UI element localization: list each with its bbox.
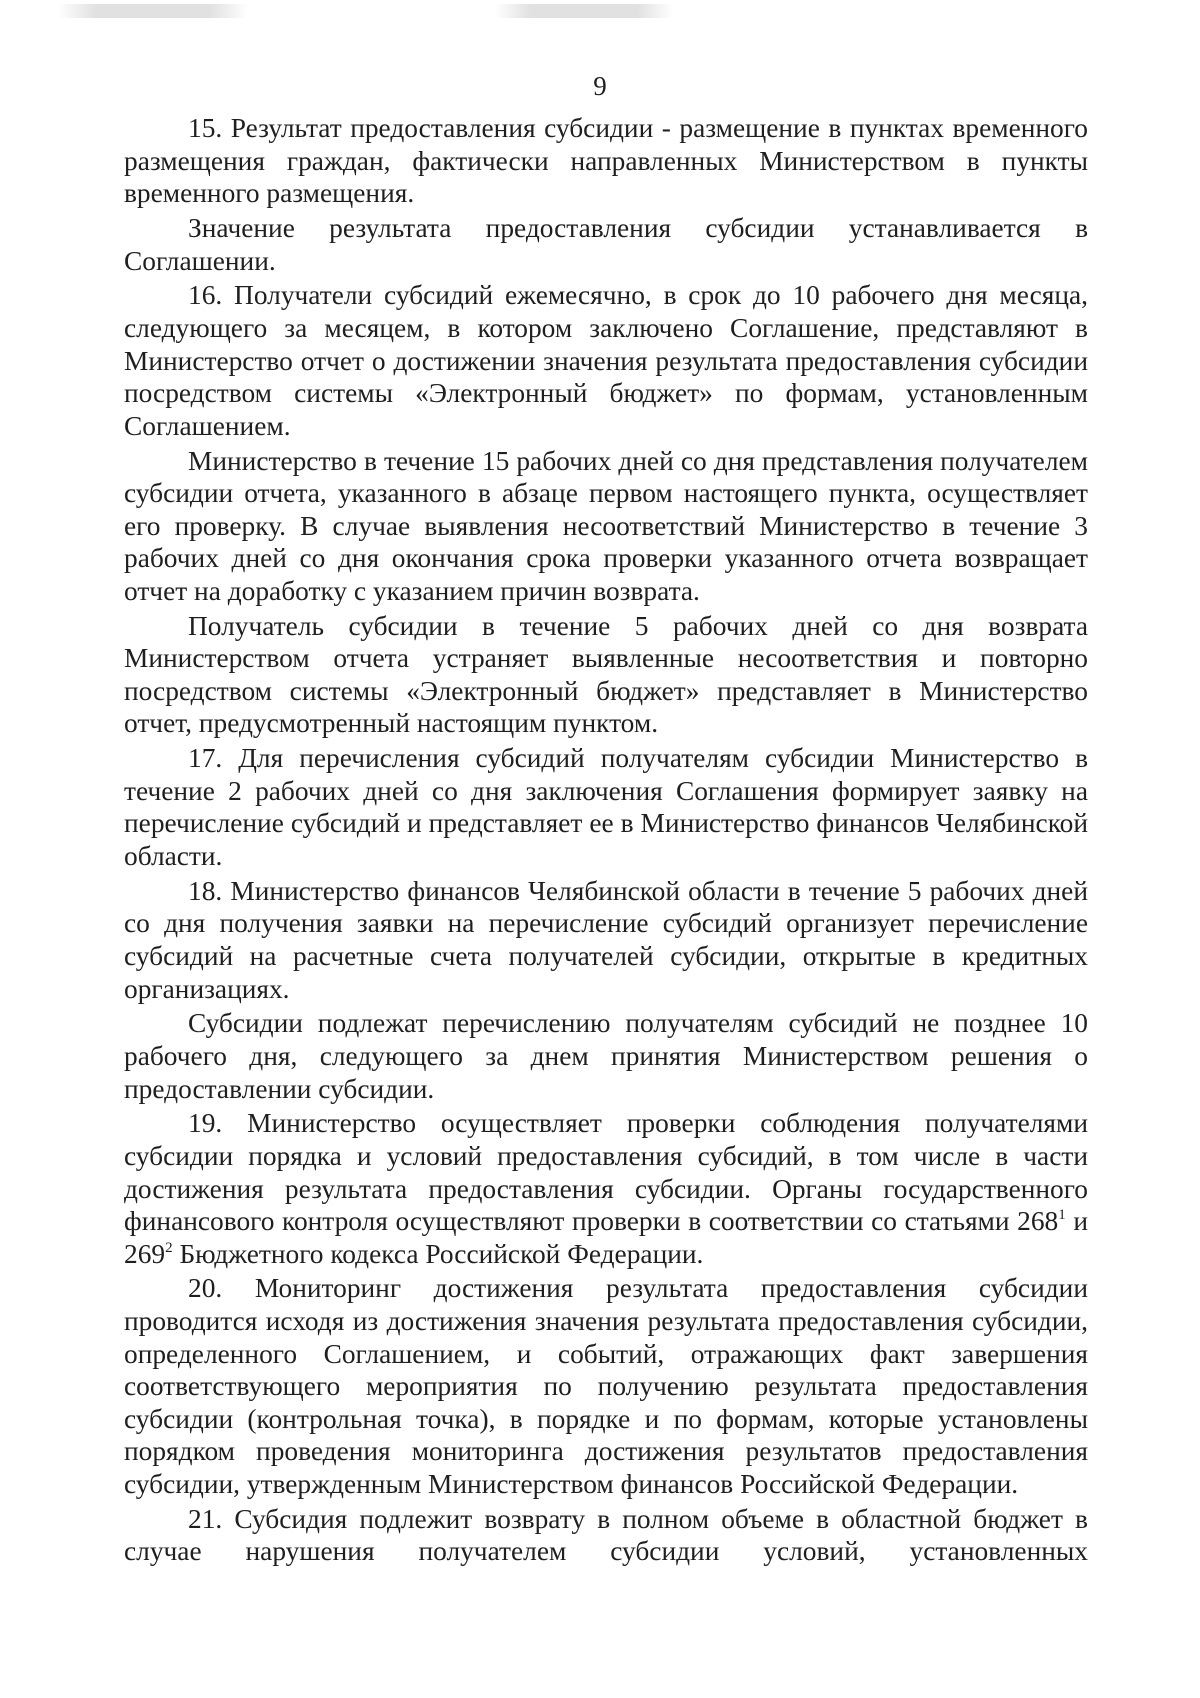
scan-artifact — [58, 4, 248, 18]
paragraph-18-deadline: Субсидии подлежат перечислению получателям субсидий не позднее 10 рабочего дня, следующего за днем принятия Министерством решения о предоставлении субсидии. — [124, 1008, 1088, 1104]
superscript-2: 2 — [165, 1239, 173, 1256]
superscript-1: 1 — [1058, 1207, 1066, 1224]
paragraph-19-text-middle: и 269 — [124, 1206, 1088, 1269]
document-body — [124, 112, 1088, 1570]
paragraph-18-transfer: 18. Министерство финансов Челябинской области в течение 5 рабочих дней со дня получения заявки на перечисление субсидий организует перечисление субсидий на расчетные счета получателей субсидии, открытые в кредитных организациях. — [124, 875, 1088, 1004]
scan-artifact — [495, 4, 673, 18]
paragraph-16-reports: 16. Получатели субсидий ежемесячно, в срок до 10 рабочего дня месяца, следующего за месяцем, в котором заключено Соглашение, представляют в Министерство отчет о достижении значения результата предоставления субсидии посредством системы «Электронный бюджет» по формам, установленным Соглашением. — [124, 280, 1088, 441]
paragraph-20-monitoring: 20. Мониторинг достижения результата предоставления субсидии проводится исходя из достижения значения результата предоставления субсидии, определенного Соглашением, и событий, отражающих факт завершения соответствующего мероприятия по получению результата предоставления субсидии (контрольная точка), в порядке и по формам, которые установлены порядком проведения мониторинга достижения результатов предоставления субсидии, утвержденным Министерством финансов Российской Федерации. — [124, 1273, 1088, 1500]
paragraph-15-value: Значение результата предоставления субсидии устанавливается в Соглашении. — [124, 212, 1088, 276]
paragraph-19-text-start: 19. Министерство осуществляет проверки соблюдения получателями субсидии порядка и условий предоставления субсидий, в том числе в части достижения результата предоставления субсидии. Органы государственного финансового контроля осуществляют проверки в соответствии со статьями 268 — [124, 1108, 1088, 1237]
paragraph-16-correction: Получатель субсидии в течение 5 рабочих дней со дня возврата Министерством отчета устраняет выявленные несоответствия и повторно посредством системы «Электронный бюджет» представляет в Министерство отчет, предусмотренный настоящим пунктом. — [124, 610, 1088, 739]
paragraph-15-result: 15. Результат предоставления субсидии - размещение в пунктах временного размещения граждан, фактически направленных Министерством в пункты временного размещения. — [124, 113, 1088, 209]
paragraph-19-text-end: Бюджетного кодекса Российской Федерации. — [172, 1238, 704, 1269]
paragraph-17-transfer-request: 17. Для перечисления субсидий получателям субсидии Министерство в течение 2 рабочих дней со дня заключения Соглашения формирует заявку на перечисление субсидий и представляет ее в Министерство финансов Челябинской области. — [124, 743, 1088, 871]
paragraph-16-review: Министерство в течение 15 рабочих дней со дня представления получателем субсидии отчета, указанного в абзаце первом настоящего пункта, осуществляет его проверку. В случае выявления несоответствий Министерство в течение 3 рабочих дней со дня окончания срока проверки указанного отчета возвращает отчет на доработку с указанием причин возврата. — [124, 445, 1088, 606]
paragraph-21-refund: 21. Субсидия подлежит возврату в полном объеме в областной бюджет в случае нарушения получателем субсидии условий, установленных — [124, 1503, 1088, 1567]
page-number: 9 — [593, 71, 607, 101]
paragraph-19-audit — [124, 1107, 1088, 1270]
